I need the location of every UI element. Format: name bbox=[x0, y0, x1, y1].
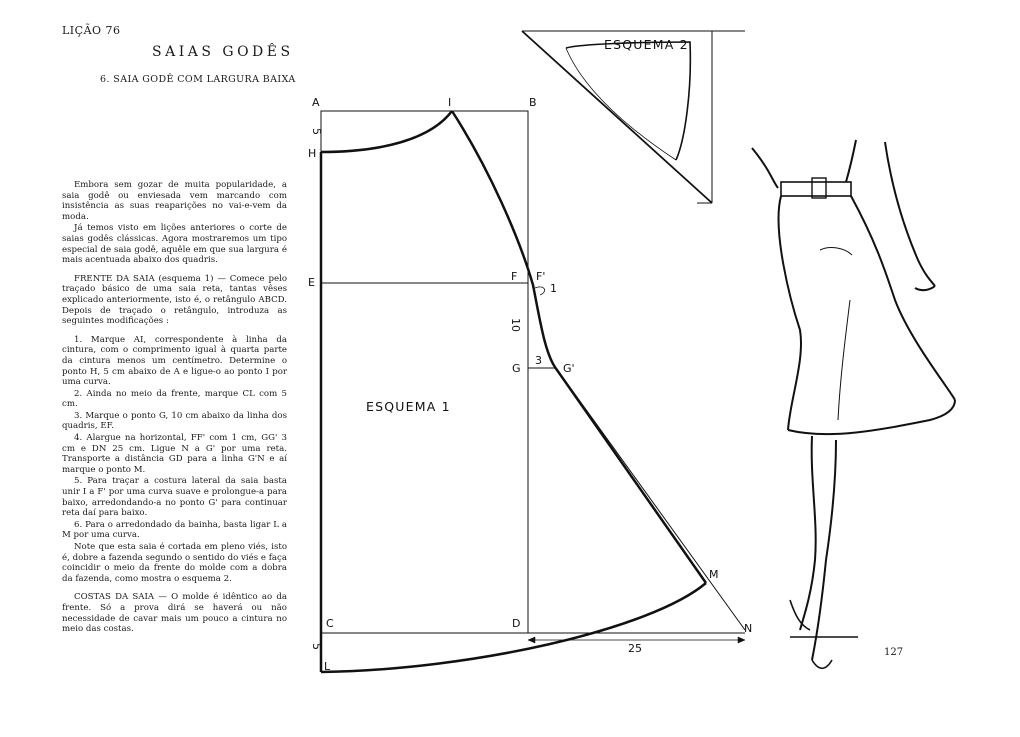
figure-skirt-left bbox=[779, 196, 801, 430]
page-number: 127 bbox=[884, 647, 904, 658]
figure-left-leg bbox=[800, 436, 816, 630]
point-l: L bbox=[324, 660, 331, 673]
fashion-figure-illustration bbox=[752, 140, 955, 668]
figure-right-shoe bbox=[812, 660, 832, 668]
bias-fold-line bbox=[522, 31, 712, 203]
esquema-2-caption: ESQUEMA 2 bbox=[604, 37, 689, 52]
point-m: M bbox=[709, 568, 719, 581]
arrowhead-right bbox=[738, 637, 745, 643]
point-i: I bbox=[448, 96, 452, 109]
figure-belt bbox=[781, 182, 851, 196]
esquema-2-diagram bbox=[522, 31, 745, 203]
figure-left-arm bbox=[752, 148, 778, 188]
esquema-1-caption: ESQUEMA 1 bbox=[366, 399, 451, 414]
paragraph-costas: COSTAS DA SAIA — O molde é idêntico ao da frente. Só a prova dirá se haverá ou não necessidade de cavar mais um pouco a cintura no meio das costas. bbox=[62, 592, 287, 635]
paragraph-step-4: 4. Alargue na horizontal, FF' com 1 cm, GG' 3 cm e DN 25 cm. Ligue N a G' por uma reta. Transporte a distância GD para a linha G'N e aí marque o ponto M. bbox=[62, 433, 287, 475]
figure-skirt-hem bbox=[788, 400, 955, 434]
measure-hip-10: 10 bbox=[509, 318, 522, 332]
figure-skirt-fold bbox=[838, 300, 850, 420]
paragraph-note: Note que esta saia é cortada em pleno viés, isto é, dobre a fazenda segundo o sentido do viés e faça coincidir o meio da frente do molde com a dobra da fazenda, como mostra o esquema 2. bbox=[62, 542, 287, 584]
figure-belt-buckle bbox=[812, 178, 826, 198]
section-subtitle: 6. SAIA GODÊ COM LARGURA BAIXA bbox=[100, 74, 296, 85]
point-h: H bbox=[308, 147, 317, 160]
paragraph-step-1: 1. Marque AI, correspondente à linha da cintura, com o comprimento igual à quarta parte da cintura menos um centímetro. Determine o ponto H, 5 cm abaixo de A e ligue-o ao ponto I por uma curva. bbox=[62, 334, 287, 388]
figure-skirt-crease bbox=[820, 248, 852, 255]
measure-top-5: 5 bbox=[310, 128, 323, 135]
lesson-number: LIÇÃO 76 bbox=[62, 24, 121, 37]
ff-prime-arrow bbox=[535, 287, 545, 295]
figure-hand bbox=[915, 286, 935, 290]
figure-torso-right bbox=[846, 140, 856, 182]
paragraph-intro: Embora sem gozar de muita popularidade, a saia godê ou enviesada vem marcando com insistência as suas reaparições no vai-e-vem da moda. bbox=[62, 180, 287, 222]
point-c: C bbox=[326, 617, 334, 630]
paragraph-step-3: 3. Marque o ponto G, 10 cm abaixo da linha dos quadris, EF. bbox=[62, 410, 287, 432]
paragraph-step-6: 6. Para o arredondado da bainha, basta ligar L a M por uma curva. bbox=[62, 519, 287, 541]
esquema-1-diagram bbox=[321, 111, 745, 672]
point-e: E bbox=[308, 276, 315, 289]
page-title: SAIAS GODÊS bbox=[152, 44, 294, 60]
point-n: N bbox=[744, 622, 753, 635]
skirt-piece-outline bbox=[566, 42, 690, 160]
point-f-prime: F' bbox=[536, 270, 546, 283]
point-d: D bbox=[512, 617, 521, 630]
measure-ff-1: 1 bbox=[550, 282, 557, 295]
figure-right-arm bbox=[885, 142, 935, 286]
paragraph-step-5: 5. Para traçar a costura lateral da saia basta unir I a F' por uma curva suave e prolongue-a para baixo, arredondando-a no ponto G' para continuar reta daí para baixo. bbox=[62, 476, 287, 519]
measure-bottom-5: 5 bbox=[310, 643, 323, 650]
arrowhead-left bbox=[528, 637, 535, 643]
rectangle-abcd bbox=[321, 111, 528, 633]
point-f: F bbox=[511, 270, 518, 283]
paragraph-step-2: 2. Ainda no meio da frente, marque CL com 5 cm. bbox=[62, 388, 287, 410]
measure-dn-25: 25 bbox=[628, 642, 642, 655]
esquema-1-labels bbox=[308, 96, 752, 673]
point-g: G bbox=[512, 362, 521, 375]
side-seam-curve bbox=[452, 111, 706, 583]
waist-curve-hi bbox=[321, 111, 452, 152]
point-b: B bbox=[529, 96, 537, 109]
paragraph-intro-2: Já temos visto em lições anteriores o corte de saias godês clássicas. Agora mostraremos um tipo especial de saia godê, aquêle em que sua largura é mais acentuada abaixo dos quadris. bbox=[62, 223, 287, 266]
paragraph-frente: FRENTE DA SAIA (esquema 1) — Comece pelo traçado básico de uma saia reta, tantas vêses explicado anteriormente, isto é, o retângulo ABCD. Depois de traçado o retângulo, introduza as seguintes modificações : bbox=[62, 273, 287, 327]
measure-gg-3: 3 bbox=[535, 354, 542, 367]
point-a: A bbox=[312, 96, 320, 109]
skirt-piece-fold bbox=[566, 48, 676, 160]
figure-skirt-right bbox=[851, 196, 955, 400]
point-g-prime: G' bbox=[563, 362, 575, 375]
